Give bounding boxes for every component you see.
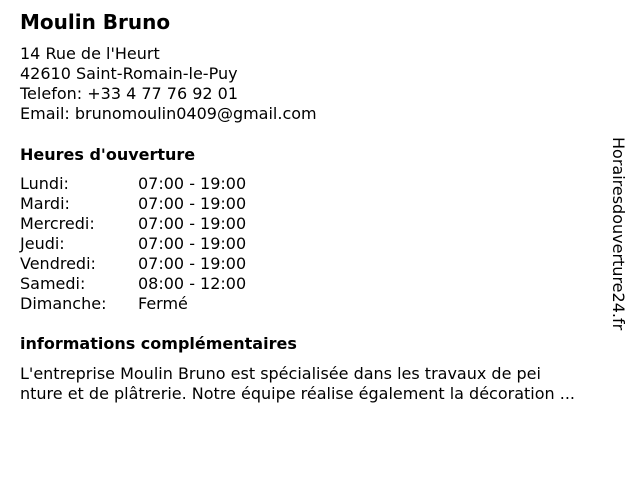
hours-day: Mardi: [20,194,70,213]
phone-number: Telefon: +33 4 77 76 92 01 [20,84,239,103]
hours-row-thursday [20,234,246,254]
hours-heading: Heures d'ouverture [20,145,196,164]
hours-day: Samedi: [20,274,86,293]
hours-day: Dimanche: [20,294,107,313]
hours-row-monday [20,174,246,194]
business-name: Moulin Bruno [20,10,171,34]
hours-time: 07:00 - 19:00 [138,194,247,213]
hours-table [20,174,246,314]
hours-time: 07:00 - 19:00 [138,254,247,273]
hours-time: 08:00 - 12:00 [138,274,247,293]
address-city: 42610 Saint-Romain-le-Puy [20,64,238,83]
hours-day: Mercredi: [20,214,95,233]
info-line: nture et de plâtrerie. Notre équipe réalise également la décoration ... [20,384,575,403]
hours-time: 07:00 - 19:00 [138,234,247,253]
info-description [20,364,620,404]
site-watermark: Horairesdouverture24.fr [609,137,628,331]
hours-row-sunday [20,294,246,314]
hours-row-friday [20,254,246,274]
hours-time: 07:00 - 19:00 [138,174,247,193]
info-line: L'entreprise Moulin Bruno est spécialisée dans les travaux de pei [20,364,541,383]
hours-row-wednesday [20,214,246,234]
business-contact [20,44,317,124]
hours-day: Vendredi: [20,254,96,273]
hours-row-saturday [20,274,246,294]
address-street: 14 Rue de l'Heurt [20,44,160,63]
info-heading: informations complémentaires [20,334,297,353]
hours-row-tuesday [20,194,246,214]
hours-time: 07:00 - 19:00 [138,214,247,233]
email-address: Email: brunomoulin0409@gmail.com [20,104,317,123]
hours-time: Fermé [138,294,188,313]
hours-day: Jeudi: [20,234,65,253]
hours-day: Lundi: [20,174,69,193]
